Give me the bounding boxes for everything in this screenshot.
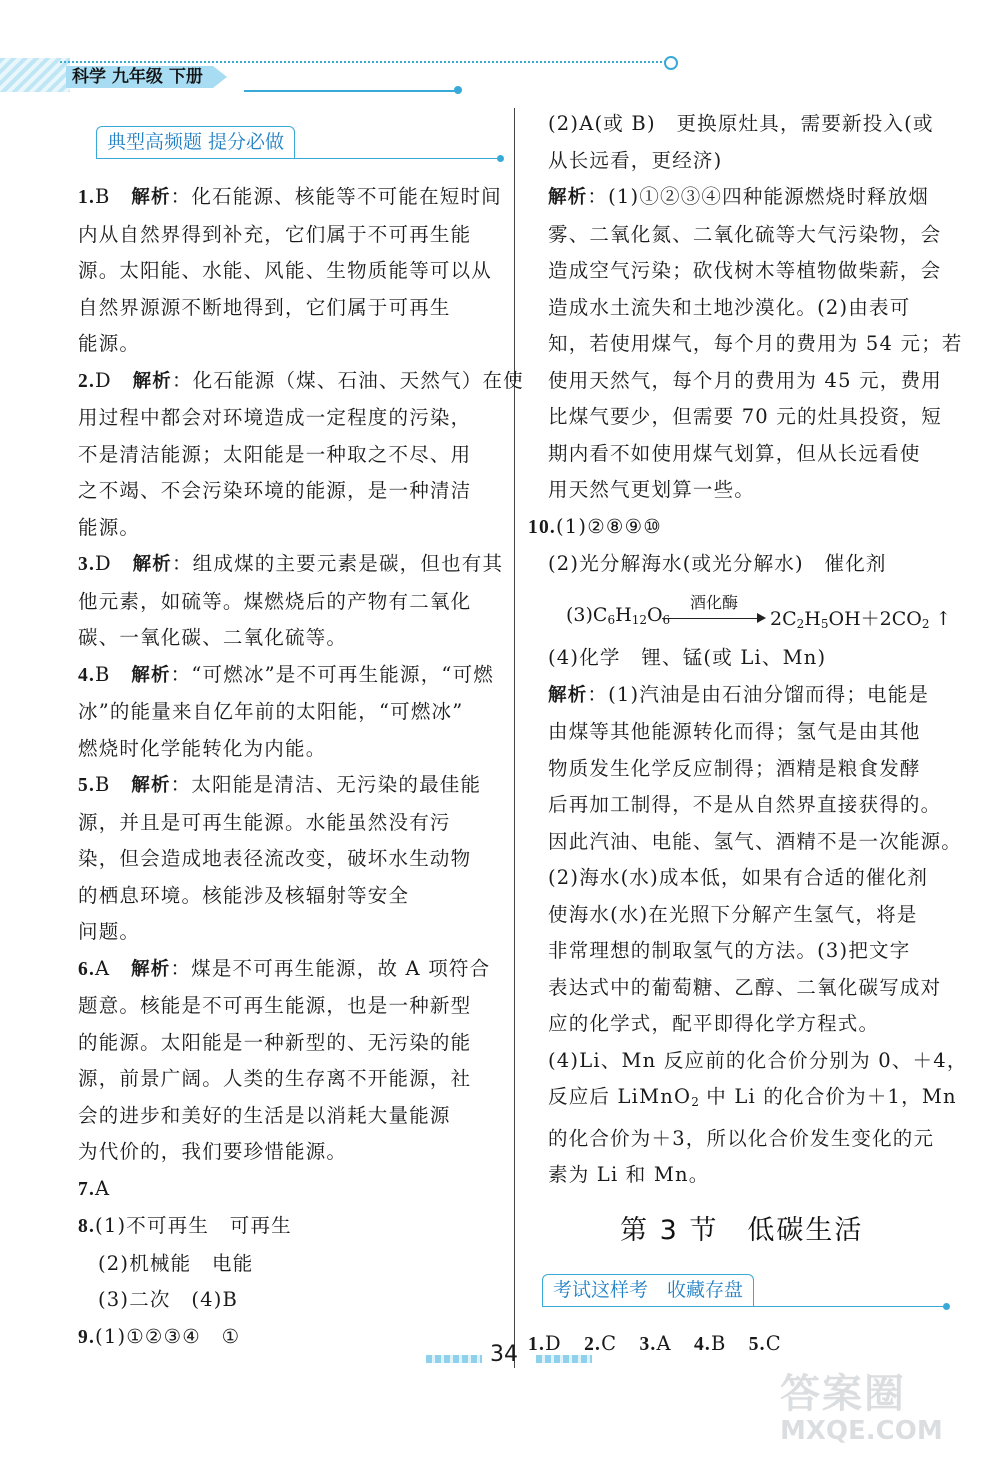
answer-10-analysis: 解析：(1)汽油是由石油分馏而得；电能是	[548, 682, 930, 706]
answer-10: 10.(1)②⑧⑨⑩	[528, 514, 662, 538]
catalyst-label: 酒化酶	[689, 593, 738, 612]
answer-8: 8.(1)不可再生 可再生	[78, 1214, 292, 1237]
answer-4: 4.B 解析：“可燃冰”是不可再生能源，“可燃	[78, 662, 494, 686]
reaction-arrow	[662, 594, 766, 626]
page-stripe-left	[426, 1355, 482, 1363]
answer-5: 5.B 解析：太阳能是清洁、无污染的最佳能	[78, 773, 482, 796]
reaction-equation: $(3)C_6H_{12}O_6$ 酒化酶 $2C_2H_5OH+2CO_2$ ↑	[566, 593, 952, 631]
answer-7: 7.A	[78, 1176, 111, 1200]
left-section-banner	[96, 126, 500, 162]
arrow-right-icon	[757, 613, 766, 623]
answer-6: 6.A 解析：煤是不可再生能源，故 A 项符合	[78, 956, 491, 980]
quick-answer-5: 5.C	[748, 1332, 782, 1355]
left-answers: 1.B 解析：化石能源、核能等不可能在短时间 内从自然界得到补充，它们属于不可再生能 源。太阳能、水能、风能、生物质能等可以从 自然界源源不断地得到，它们属于可再生 能源。 2.D 解析：化石能源（煤、石油、天然气）在使 用过程中都会对环境造成一定程度的污染， 不是清洁能源；太阳能是一种取之不尽、用 之不竭、不会污染环境的能源，是一种清洁 能源。 3.D 解析：组成煤的主要元素是碳，但也有其 他元素，如硫等。煤燃烧后的产物有二氧化 碳、一氧化碳、二氧化硫等。 4.B 解析：“可燃冰”是不可再生能源，“可燃 冰”的能量来自亿年前的太阳能，“可燃冰” 燃烧时化学能转化为内能。 5.B 解析：太阳能是清洁、无污染的最佳能 源，并且是可再生能源。水能虽然没有污 染，但会造成地表径流改变，破坏水生动物 的栖息环境。核能涉及核辐射等安全 问题。 6.A 解析：煤是不可再生能源，故 A 项符合 题意。核能是不可再生能源，也是一种新型 的能源。太阳能是一种新型的、无污染的能 源，前景广阔。人类的生存离不开能源，社 会的进步和美好的生活是以消耗大量能源 为代价的，我们要珍惜能源。 7.A 8.(1)不可再生 可再生 (2)机械能 电能 (3)二次 (4)B 9.(1)①②③④ ①	[78, 179, 506, 1356]
header-circle-icon	[664, 56, 678, 70]
answer-9: 9.(1)①②③④ ①	[78, 1324, 241, 1348]
right-banner-label: 考试这样考 收藏存盘	[542, 1274, 754, 1307]
quick-answer-3: 3.A	[639, 1332, 672, 1355]
page-number: 34	[490, 1342, 518, 1367]
gas-up-arrow-icon: ↑	[935, 608, 952, 630]
quick-answer-4: 4.B	[693, 1332, 727, 1355]
answer-3: 3.D 解析：组成煤的主要元素是碳，但也有其	[78, 552, 504, 575]
column-divider	[514, 108, 515, 1368]
header-top-dotted-line	[60, 61, 666, 63]
left-banner-label: 典型高频题 提分必做	[96, 126, 295, 159]
right-section-banner	[542, 1274, 946, 1310]
answer-1: 1.B 解析：化石能源、核能等不可能在短时间	[78, 185, 502, 208]
quick-answer-1: 1.D	[528, 1332, 562, 1355]
section-title: 第 3 节 低碳生活	[620, 1215, 864, 1246]
watermark-logo: 答案圈 MXQE.COM	[780, 1371, 943, 1446]
banner-dot-icon	[497, 155, 504, 162]
book-label: 科学 九年级 下册	[66, 66, 213, 88]
page-stripe-right	[536, 1355, 592, 1363]
right-answers-top: (2)A(或 B) 更换原灶具，需要新投入(或 从长远看，更经济) 解析：(1)①②③④四种能源燃烧时释放烟 雾、二氧化氮、二氧化硫等大气污染物，会 造成空气污染；砍伐树木等植物做柴薪，会 造成水土流失和土地沙漠化。(2)由表可 知，若使用煤气，每个月的费用为 54 元；若 使用天然气，每个月的费用为 45 元，费用 比煤气要少，但需要 70 元的灶具投资，短 期内看不如使用煤气划算，但从长远看使 用天然气更划算一些。 10.(1)②⑧⑨⑩ (2)光分解海水(或光分解水) 催化剂	[528, 112, 963, 575]
answer-2: 2.D 解析：化石能源（煤、石油、天然气）在使	[78, 368, 524, 392]
quick-answer-2: 2.C	[584, 1332, 618, 1355]
answer-9-analysis: 解析：(1)①②③④四种能源燃烧时释放烟	[548, 185, 930, 208]
header-dot-icon	[454, 86, 462, 94]
quick-answers	[528, 1326, 958, 1364]
header-bottom-line	[244, 90, 456, 92]
banner-dot-icon	[943, 1303, 950, 1310]
right-answers-bottom: (4)化学 锂、锰(或 Li、Mn) 解析：(1)汽油是由石油分馏而得；电能是 由煤等其他能源转化而得；氢气是由其他 物质发生化学反应制得；酒精是粮食发酵 后再加工制得，不是从自然界直接获得的。 因此汽油、电能、氢气、酒精不是一次能源。 (2)海水(水)成本低，如果有合适的催化剂 使海水(水)在光照下分解产生氢气，将是 非常理想的制取氢气的方法。(3)把文字 表达式中的葡萄糖、乙醇、二氧化碳写成对 应的化学式，配平即得化学方程式。 (4)Li、Mn 反应前的化合价分别为 0、＋4， 反应后 LiMnO$_2$ 中 Li 的化合价为＋1，Mn 的化合价为＋3，所以化合价发生变化的元 素为 Li 和 Mn。	[528, 640, 958, 1194]
header-stripes	[0, 58, 70, 92]
